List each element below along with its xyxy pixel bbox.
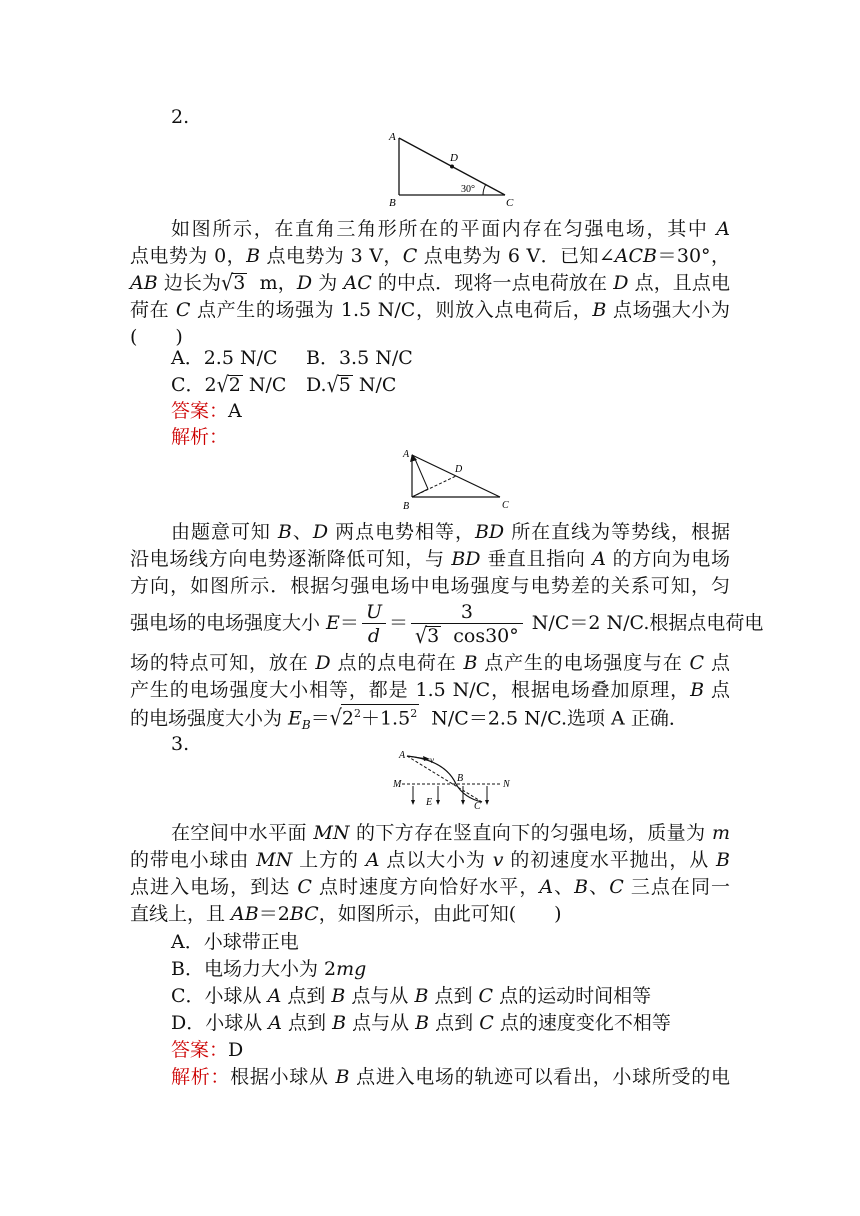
figure-label: M [393,779,402,790]
stem-line: 荷在 C 点产生的场强为 1.5 N/C，则放入点电荷后，B 点场强大小为 [130,299,731,321]
figure-field-direction [393,445,518,515]
stem-line: AB 边长为√3 m，D 为 AC 的中点．现将一点电荷放在 D 点，且点电 [130,270,730,296]
analysis-line-formula: 强电场的电场强度大小 E＝ $\frac{U}{d}$ ＝ $\frac{3}{√3 \cos 30^\circ}$ N/C＝2 N/C.根据点电荷电 [130,600,764,649]
figure-label: C [506,197,514,208]
analysis-line: 解析：根据小球从 B 点进入电场的轨迹可以看出，小球所受的电 [171,1066,730,1088]
figure-label: C [502,500,509,511]
analysis-line: 由题意可知 B、D 两点电势相等，BD 所在直线为等势线，根据 [171,521,730,543]
angle-label: 30° [461,184,475,195]
option-c: C．小球从 A 点到 B 点与从 B 点到 C 点的运动时间相等 [171,985,652,1007]
figure-label: B [389,197,396,208]
option-d: D．小球从 A 点到 B 点与从 B 点到 C 点的速度变化不相等 [171,1012,671,1034]
option-a: A．2.5 N/C [171,347,278,369]
analysis-line: 的电场强度大小为 $E_B=√2^2+1.5^2$ N/C＝2.5 N/C.选项 A 正确． [130,705,688,733]
answer-value: A [228,400,242,422]
option-a: A．小球带正电 [171,931,299,953]
option-c: C．2√2 N/C [171,372,287,398]
analysis-line: 方向，如图所示．根据匀强电场中电场强度与电势差的关系可知，匀 [130,575,730,597]
stem-line: 点电势为 0，B 点电势为 3 V，C 点电势为 6 V．已知∠ACB＝30°， [130,245,730,267]
question-number: 3. [171,733,190,755]
figure-label: N [503,779,510,790]
figure-label: E [426,797,433,808]
analysis-line: 产生的电场强度大小相等，都是 1.5 N/C，根据电场叠加原理，B 点 [130,679,730,701]
option-b: B．3.5 N/C [306,347,413,369]
option-d: D.√5 N/C [306,372,397,398]
stem-line: 如图所示，在直角三角形所在的平面内存在匀强电场，其中 A [171,218,730,240]
analysis-label: 解析： [171,1066,231,1088]
figure-right-triangle [385,128,520,208]
answer-label: 答案： [171,1039,229,1061]
figure-label: D [450,152,458,164]
figure-label: A [399,750,406,761]
stem-line: 直线上，且 AB＝2BC，如图所示，由此可知( ) [130,903,562,925]
answer-label: 答案： [171,400,229,422]
figure-label: B [403,501,410,512]
stem-line: ( ) [130,326,183,348]
analysis-label: 解析： [171,426,229,448]
analysis-line: 场的特点可知，放在 D 点的点电荷在 B 点产生的电场强度与在 C 点 [130,652,730,674]
answer-value: D [228,1039,244,1061]
figure-label: B [457,773,464,784]
answer [171,1037,771,1063]
figure-label: C [474,801,481,812]
figure-label: v [430,755,434,765]
answer [171,398,771,424]
figure-label: D [455,464,463,475]
figure-label: A [389,131,396,143]
stem-line: 点进入电场，到达 C 点时速度方向恰好水平，A、B、C 三点在同一 [130,876,730,898]
figure-label: A [403,449,410,460]
stem-line: 的带电小球由 MN 上方的 A 点以大小为 v 的初速度水平抛出，从 B [130,849,730,871]
option-b: B．电场力大小为 2mg [171,958,367,980]
figure-projectile-field [390,748,515,812]
question-number: 2. [171,106,190,128]
analysis-line: 沿电场线方向电势逐渐降低可知，与 BD 垂直且指向 A 的方向为电场 [130,548,730,570]
stem-line: 在空间中水平面 MN 的下方存在竖直向下的匀强电场，质量为 m [171,822,730,844]
